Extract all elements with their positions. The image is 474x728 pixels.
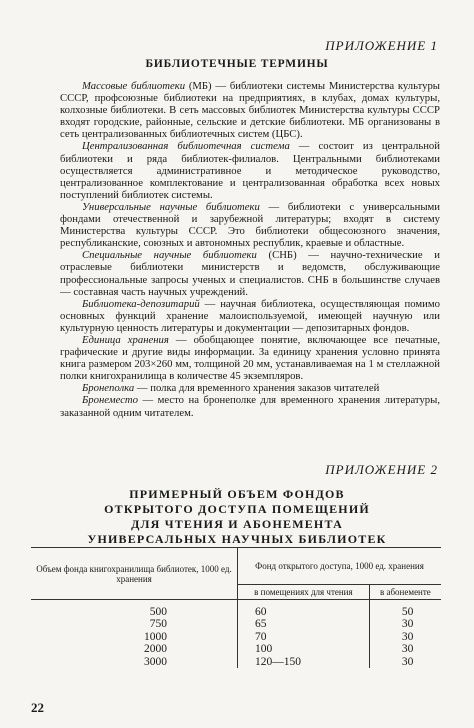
table-row — [31, 656, 441, 668]
term-definition: — полка для временного хранения заказов читателей — [134, 382, 380, 395]
term-definition: — состоит из центральной библиотеки и ряда библиотек-филиалов. Центральными библиотеками осуществляется административное и методическое руководство, централизованное комплектование и централизованная обработка всех новых поступлений библиотек системы. — [60, 140, 440, 201]
header-total-fund: Объем фонда книгохранилища библиотек, 1000 ед. хранения — [31, 548, 238, 600]
term-paragraph — [60, 80, 440, 140]
term-name: Единица хранения — [82, 333, 169, 346]
total-fund-cell: 2000 — [31, 643, 238, 655]
table-row — [31, 618, 441, 630]
table-row — [31, 631, 441, 643]
reading-room-cell: 65 — [238, 618, 370, 630]
title-line: ОТКРЫТОГО ДОСТУПА ПОМЕЩЕНИЙ — [104, 502, 370, 516]
term-paragraph — [60, 298, 440, 334]
term-definition: — обобщающее понятие, включающее все печатные, графические и другие виды информации. За единицу хранения условно принята книга размером 203×260 мм, толщиной 20 мм, устанавливаемая на 1 м стеллажной полки книгохранилища в количестве 45 экземпляров. — [60, 333, 440, 383]
lending-cell: 30 — [401, 630, 414, 643]
reading-room-cell: 100 — [238, 643, 370, 655]
total-fund-cell: 750 — [31, 618, 238, 630]
appendix-2-title — [0, 487, 474, 547]
term-paragraph — [60, 334, 440, 382]
total-fund-cell: 1000 — [31, 631, 238, 643]
term-definition: (СНБ) — научно-технические и отраслевые библиотеки министерств и ведомств, обслуживающие профессиональные запросы ученых и специалистов. СНБ в большинстве случаев — составная часть научных учреждений. — [60, 249, 440, 298]
term-name: Универсальные научные библиотеки — [82, 200, 260, 213]
reading-room-cell: 60 — [238, 600, 370, 619]
library-terms-text — [60, 80, 440, 419]
term-name: Специальные научные библиотеки — [82, 249, 257, 262]
term-name: Централизованная библиотечная система — [82, 140, 290, 153]
term-name: Бронеполка — [82, 382, 135, 395]
header-reading-rooms: в помещениях для чтения — [238, 585, 370, 600]
table-header-row — [31, 548, 441, 585]
term-name: Библиотека-депозитарий — [82, 297, 200, 310]
term-paragraph — [60, 249, 440, 297]
title-line: УНИВЕРСАЛЬНЫХ НАУЧНЫХ БИБЛИОТЕК — [87, 532, 387, 546]
term-definition: (МБ) — библиотеки системы Министерства культуры СССР, профсоюзные библиотеки на предприятиях, в клубах, домах культуры, колхозные библиотеки. В сеть массовых библиотек Министерства культуры СССР входят городские, районные, сельские и детские библиотеки. МБ организованы в сеть централизованных библиотечных систем (ЦБС). — [60, 80, 440, 141]
total-fund-cell: 3000 — [31, 656, 238, 668]
total-fund-cell: 500 — [31, 600, 238, 619]
appendix-2-label: ПРИЛОЖЕНИЕ 2 — [325, 462, 438, 477]
lending-cell: 30 — [401, 618, 414, 631]
term-definition: — место на бронеполке для временного хранения литературы, заказанной одним читателем. — [60, 394, 440, 419]
lending-cell: 30 — [401, 655, 414, 668]
page-number: 22 — [31, 700, 44, 715]
term-paragraph — [60, 201, 440, 249]
term-paragraph — [60, 140, 440, 200]
reading-room-cell: 120—150 — [238, 656, 370, 668]
term-definition: — научная библиотека, осуществляющая помимо основных функций хранение малоиспользуемой, имеющей научную или культурную ценность литературы и документации — депозитарных фондов. — [60, 297, 440, 334]
term-name: Массовые библиотеки — [82, 80, 186, 92]
reading-room-cell: 70 — [238, 631, 370, 643]
table-row — [31, 600, 441, 619]
term-definition: — библиотеки с универсальными фондами отечественной и зарубежной литературы; входят в систему Министерства культуры СССР. Это библиотеки общесоюзного значения, республиканские, союзных и автономных республик, краевые и областные. — [60, 200, 441, 250]
appendix-1-label: ПРИЛОЖЕНИЕ 1 — [325, 38, 438, 53]
title-line: ДЛЯ ЧТЕНИЯ И АБОНЕМЕНТА — [131, 517, 343, 531]
appendix-1-title: БИБЛИОТЕЧНЫЕ ТЕРМИНЫ — [145, 58, 329, 70]
fund-volume-table — [31, 547, 441, 668]
term-paragraph — [60, 394, 440, 418]
lending-cell: 50 — [401, 606, 414, 618]
lending-cell: 30 — [401, 643, 414, 656]
term-paragraph — [60, 382, 440, 394]
term-name: Бронеместо — [82, 394, 138, 407]
header-lending: в абонементе — [369, 585, 441, 600]
title-line: ПРИМЕРНЫЙ ОБЪЕМ ФОНДОВ — [129, 487, 345, 501]
table-row — [31, 643, 441, 655]
header-open-access-fund: Фонд открытого доступа, 1000 ед. хранения — [238, 548, 442, 585]
